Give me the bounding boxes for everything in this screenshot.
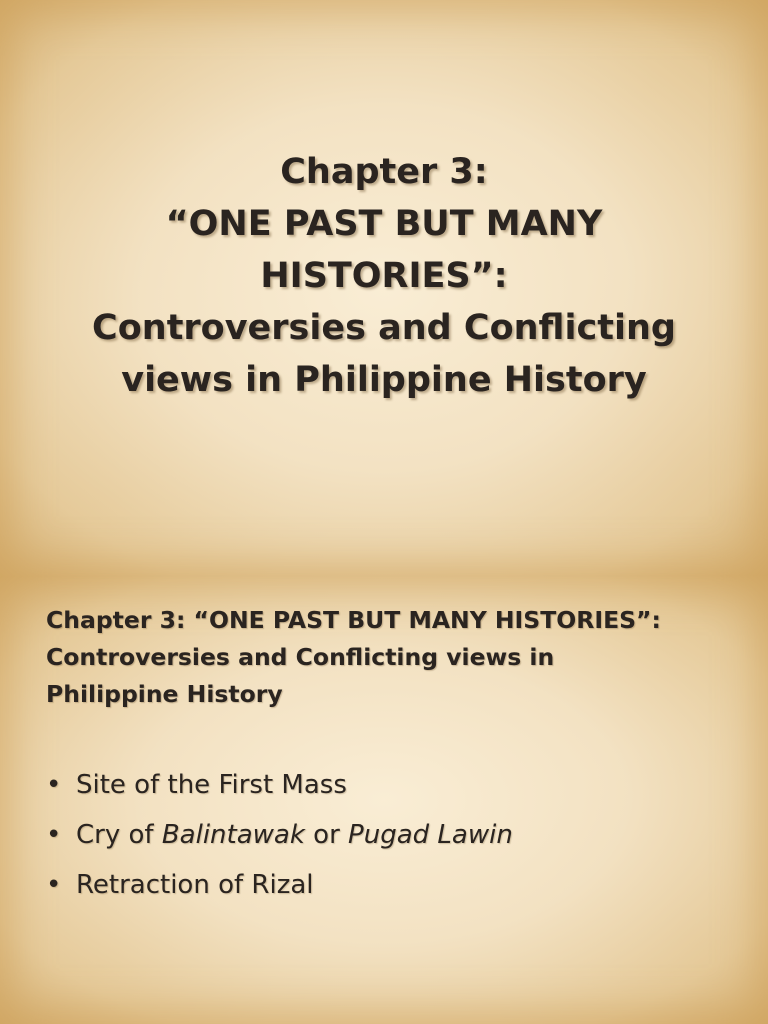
slide-title xyxy=(0,146,768,406)
list-item xyxy=(46,760,513,810)
list-item xyxy=(46,860,513,910)
bullet-list xyxy=(46,760,513,910)
title-line-5: views in Philippine History xyxy=(121,360,647,400)
bullet-text-balintawak: Balintawak xyxy=(161,820,305,850)
bullet-text-prefix: Cry of xyxy=(76,820,162,850)
bullet-text: Site of the First Mass xyxy=(76,770,347,800)
title-line-1: Chapter 3: xyxy=(280,152,488,192)
bullet-icon: • xyxy=(46,820,62,850)
slide-2 xyxy=(0,576,768,1024)
bullet-text-or: or xyxy=(304,820,349,850)
title-line-2: “ONE PAST BUT MANY xyxy=(165,204,603,244)
title-line-3: HISTORIES”: xyxy=(260,256,508,296)
heading-line-2: Controversies and Conflicting views in xyxy=(46,643,555,671)
slide-heading xyxy=(46,602,746,713)
heading-line-1: Chapter 3: “ONE PAST BUT MANY HISTORIES”: xyxy=(46,606,661,634)
title-line-4: Controversies and Conflicting xyxy=(92,308,676,348)
bullet-text xyxy=(76,810,513,860)
bullet-text: Retraction of Rizal xyxy=(76,870,314,900)
bullet-icon: • xyxy=(46,870,62,900)
bullet-text-pugad-lawin: Pugad Lawin xyxy=(348,820,513,850)
list-item xyxy=(46,810,513,860)
heading-line-3: Philippine History xyxy=(46,680,283,708)
bullet-icon: • xyxy=(46,770,62,800)
